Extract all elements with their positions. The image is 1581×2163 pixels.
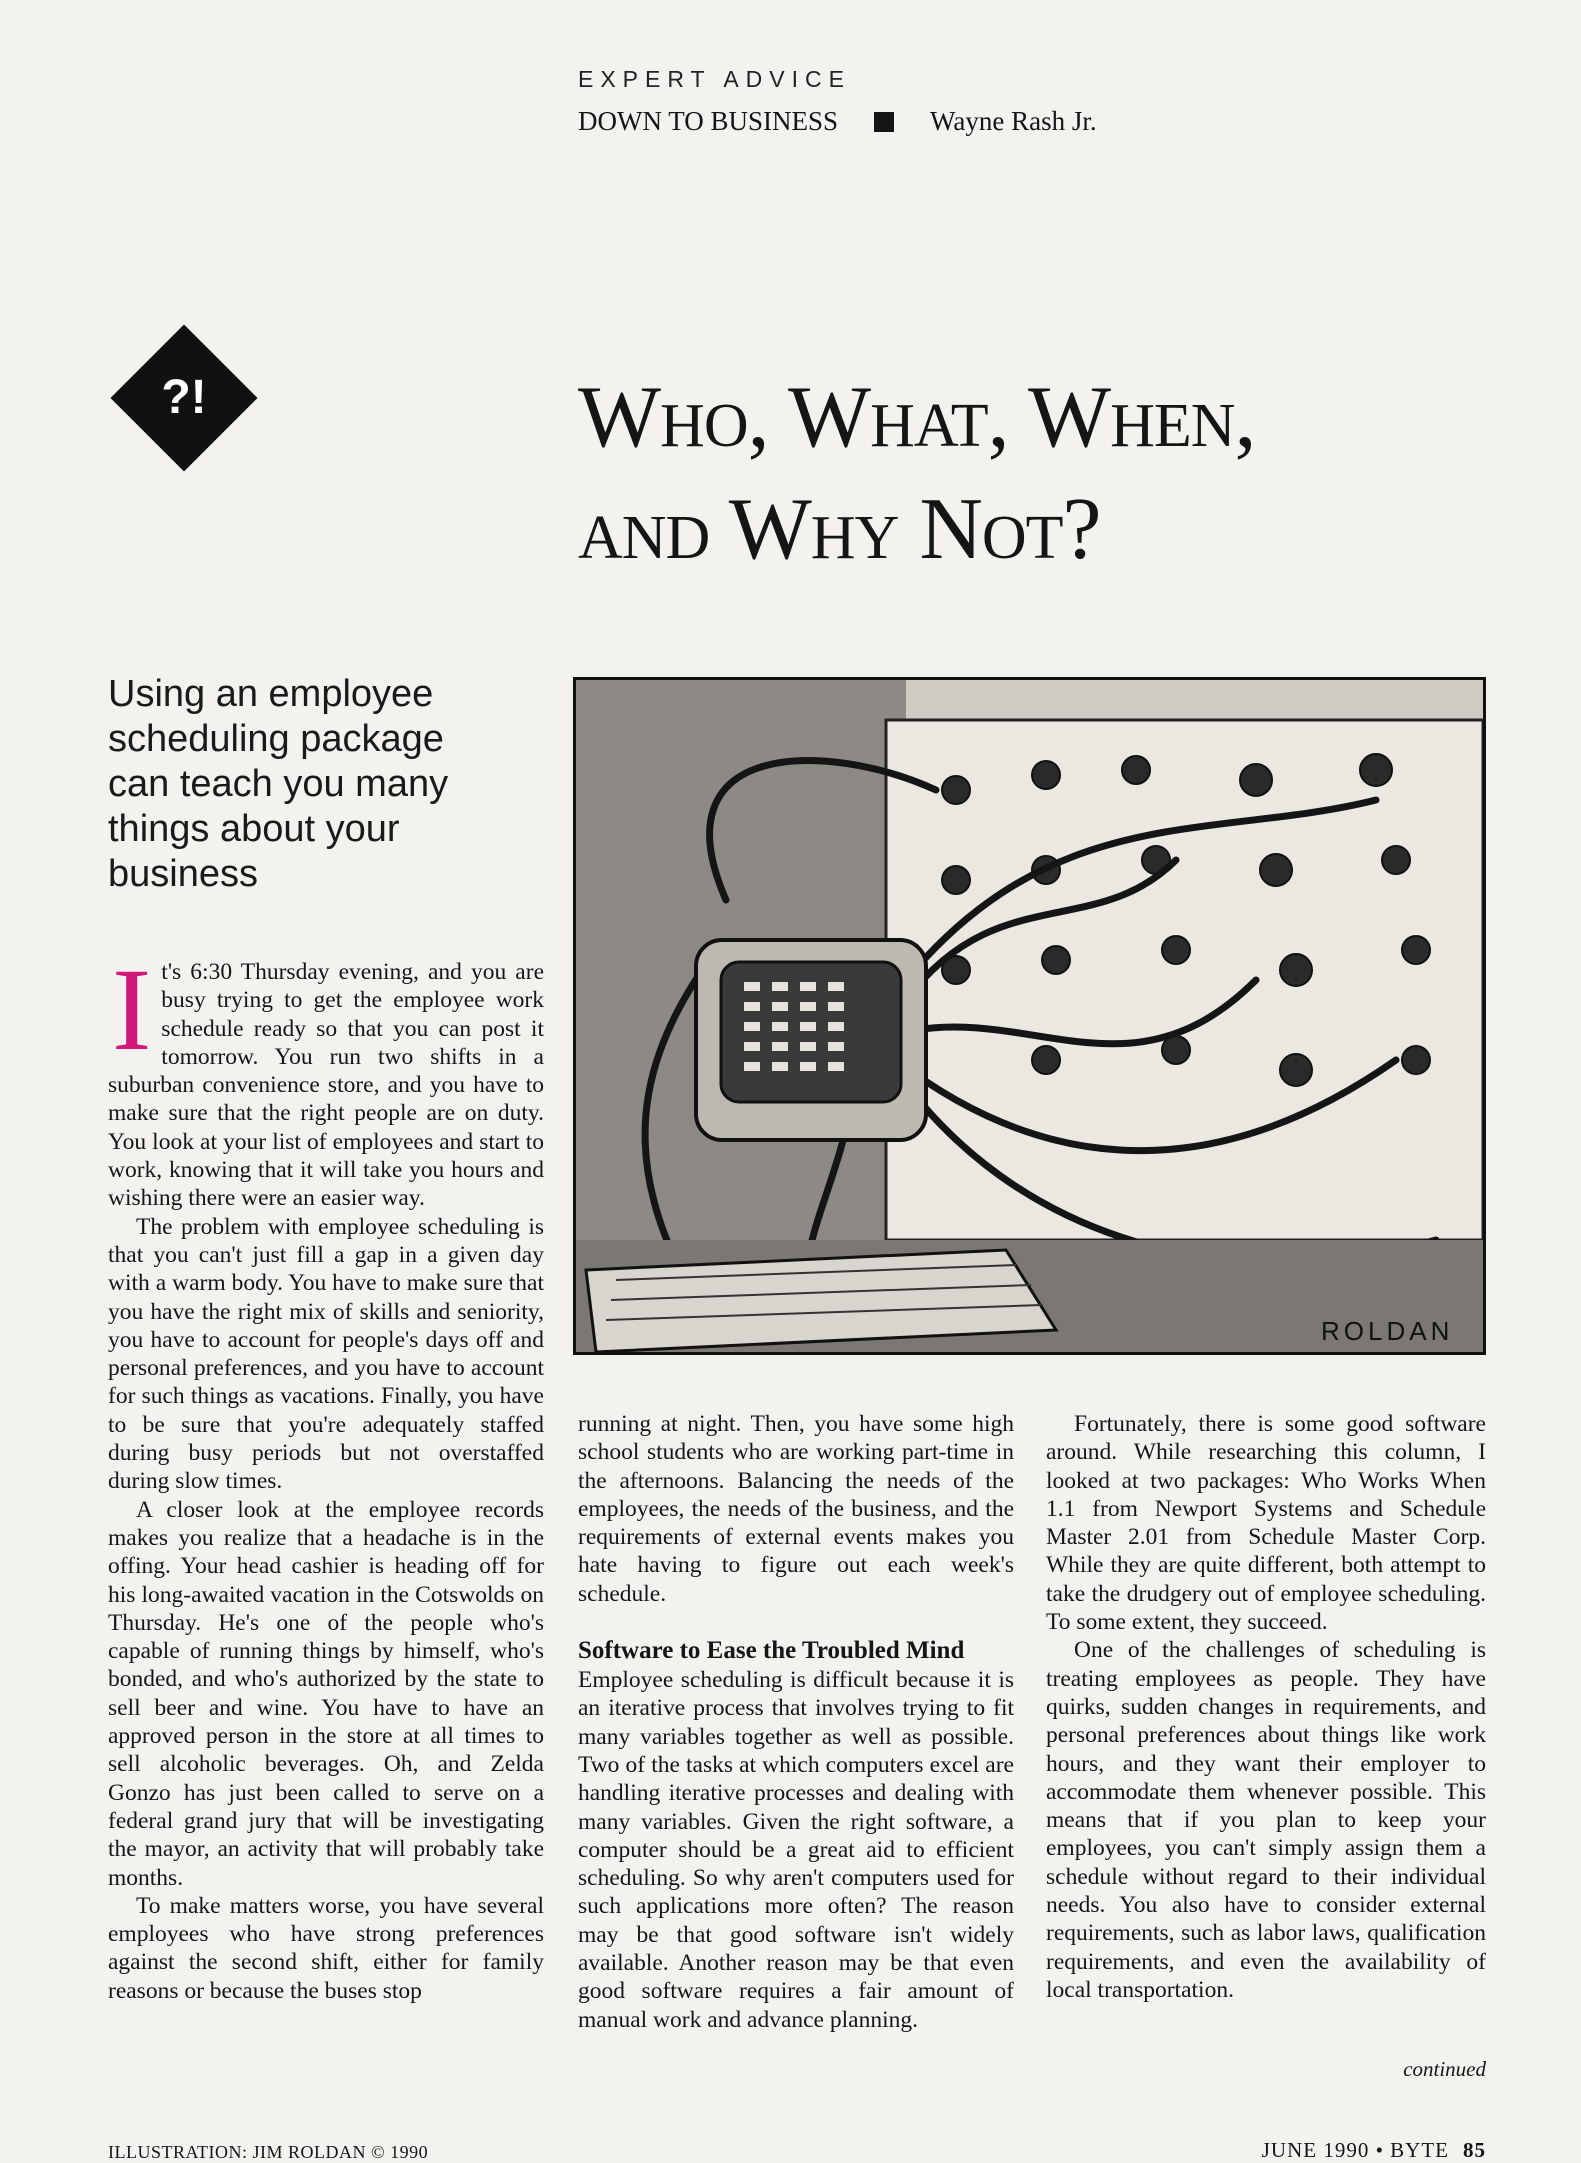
section-kicker: EXPERT ADVICE	[578, 66, 851, 92]
paragraph: The problem with employee scheduling is that you can't just fill a gap in a given day with a warm body. You have to make sure that you have the right mix of skills and seniority, you have to account for people's days off and personal preferences, and you have to account for such things as vacations. Finally, you have to be sure that you're adequately staffed during busy periods but not overstaffed during slow times.	[108, 1213, 544, 1495]
deck-subtitle: Using an employee scheduling package can teach you many things about your business	[108, 673, 449, 895]
paragraph: t's 6:30 Thursday evening, and you are busy trying to get the employee work schedule ready so that you can post it tomorrow. You run two shifts in a suburban convenience store, and you have to make sure that the right people are on duty. You look at your list of employees and start to work, knowing that it will take you hours and wishing there were an easier way.	[108, 959, 544, 1212]
headline-line-2: and Why Not?	[578, 481, 1101, 578]
paragraph: running at night. Then, you have some high school students who are working part-time in the afternoons. Balancing the needs of the employees, the needs of the business, and the requirements of external events makes you hate having to figure out each week's schedule.	[578, 1411, 1014, 1607]
column-name: DOWN TO BUSINESS	[578, 106, 839, 136]
badge-symbol: ?!	[161, 371, 207, 424]
square-bullet-icon	[874, 112, 894, 132]
article-column-2	[578, 1410, 1014, 2034]
illustration	[573, 677, 1486, 1355]
paragraph: Fortunately, there is some good software around. While researching this column, I looked at two packages: Who Works When 1.1 from Newport Systems and Schedule Master 2.01 from Schedule Master Corp. While they are quite different, both attempt to take the drudgery out of employee scheduling. To some extent, they succeed.	[1046, 1411, 1486, 1636]
paragraph: One of the challenges of scheduling is treating employees as people. They have quirks, sudden changes in requirements, and personal preferences about things like work hours, and they want their employer to accommodate them whenever possible. This means that if you plan to keep your employees, you can't simply assign them a schedule without regard to their individual needs. You also have to consider external requirements, such as labor laws, qualification requirements, and even the availability of local transportation.	[1046, 1637, 1486, 2003]
illustration-drawing	[576, 680, 1483, 1352]
author-name: Wayne Rash Jr.	[930, 106, 1097, 136]
paragraph: Employee scheduling is difficult because it is an iterative process that involves trying to fit many variables together as well as possible. Two of the tasks at which computers excel are handling iterative processes and dealing with many variables. Given the right software, a computer should be a great aid to efficient scheduling. So why aren't computers used for such applications more often? The reason may be that good software isn't widely available. Another reason may be that even good software requires a fair amount of manual work and advance planning.	[578, 1667, 1014, 2033]
section-subhead: Software to Ease the Troubled Mind	[578, 1637, 965, 1665]
issue-label: JUNE 1990 • BYTE	[1261, 2138, 1449, 2162]
illustration-credit: ILLUSTRATION: JIM ROLDAN © 1990	[108, 2142, 429, 2162]
page-footer	[1262, 2138, 1486, 2163]
drop-cap: I	[112, 944, 152, 1075]
column-byline	[578, 106, 1097, 137]
continued-label: continued	[1403, 2057, 1486, 2081]
headline-line-1: Who, What, When,	[578, 369, 1256, 466]
page-number: 85	[1463, 2138, 1486, 2162]
headline	[578, 362, 1528, 586]
paragraph: A closer look at the employee records makes you realize that a headache is in the offing. Your head cashier is heading off for his long-awaited vacation in the Cotswolds on Thursday. He's one of the people who's capable of running things by himself, who's bonded, and who's authorized by the state to sell beer and wine. You have to have an approved person in the store at all times to sell alcoholic beverages. Oh, and Zelda Gonzo has just been called to serve on a federal grand jury that will be investigating the mayor, an activity that will probably take months.	[108, 1496, 544, 1891]
paragraph: To make matters worse, you have several employees who have strong preferences against the second shift, either for family reasons or because the buses stop	[108, 1892, 544, 2004]
article-column-1	[108, 944, 544, 2005]
article-column-3	[1046, 1410, 1486, 2004]
illustration-signature: ROLDAN	[1321, 1316, 1454, 1346]
